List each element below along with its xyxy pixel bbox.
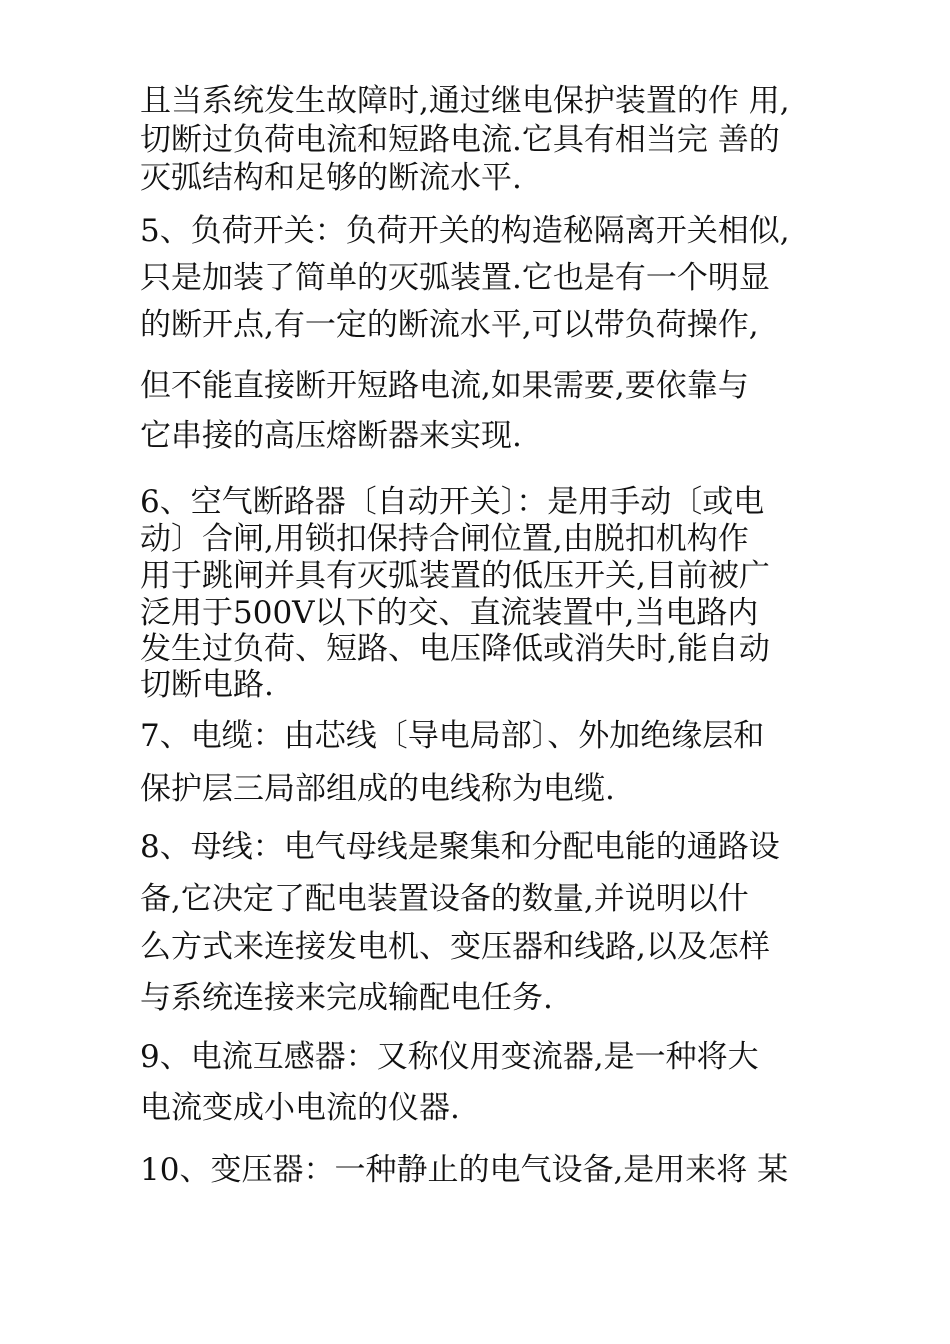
paragraph-line: 6、空气断路器〔自动开关〕：是用手动〔或电 xyxy=(140,484,765,520)
paragraph-line: 电流变成小电流的仪器. xyxy=(140,1090,460,1126)
paragraph-line: 它串接的高压熔断器来实现. xyxy=(140,418,522,454)
paragraph-line: 5、负荷开关：负荷开关的构造秘隔离开关相似, xyxy=(140,213,790,249)
paragraph-line: 但不能直接断开短路电流,如果需要,要依靠与 xyxy=(140,368,749,404)
paragraph-line: 切断过负荷电流和短路电流.它具有相当完 善的 xyxy=(140,122,780,158)
paragraph-line: 发生过负荷、短路、电压降低或消失时,能自动 xyxy=(140,631,770,667)
paragraph-line: 么方式来连接发电机、变压器和线路,以及怎样 xyxy=(140,929,770,965)
paragraph-line: 与系统连接来完成输配电任务. xyxy=(140,980,553,1016)
paragraph-line: 且当系统发生故障时,通过继电保护装置的作 用, xyxy=(140,83,790,119)
paragraph-line: 7、电缆：由芯线〔导电局部〕、外加绝缘层和 xyxy=(140,718,765,754)
paragraph-line: 灭弧结构和足够的断流水平. xyxy=(140,160,522,196)
paragraph-line: 9、电流互感器：又称仪用变流器,是一种将大 xyxy=(140,1039,759,1075)
paragraph-line: 动〕合闸,用锁扣保持合闸位置,由脱扣机构作 xyxy=(140,521,749,557)
paragraph-line: 只是加装了简单的灭弧装置.它也是有一个明显 xyxy=(140,260,770,296)
paragraph-line: 切断电路. xyxy=(140,667,274,703)
paragraph-line: 保护层三局部组成的电线称为电缆. xyxy=(140,771,615,807)
paragraph-line: 备,它决定了配电装置设备的数量,并说明以什 xyxy=(140,881,749,917)
paragraph-line: 的断开点,有一定的断流水平,可以带负荷操作, xyxy=(140,307,759,343)
paragraph-line: 用于跳闸并具有灭弧装置的低压开关,目前被广 xyxy=(140,558,770,594)
paragraph-line: 泛用于500V以下的交、直流装置中,当电路内 xyxy=(140,595,759,631)
paragraph-line: 10、变压器：一种静止的电气设备,是用来将 某 xyxy=(140,1152,789,1188)
paragraph-line: 8、母线：电气母线是聚集和分配电能的通路设 xyxy=(140,829,780,865)
